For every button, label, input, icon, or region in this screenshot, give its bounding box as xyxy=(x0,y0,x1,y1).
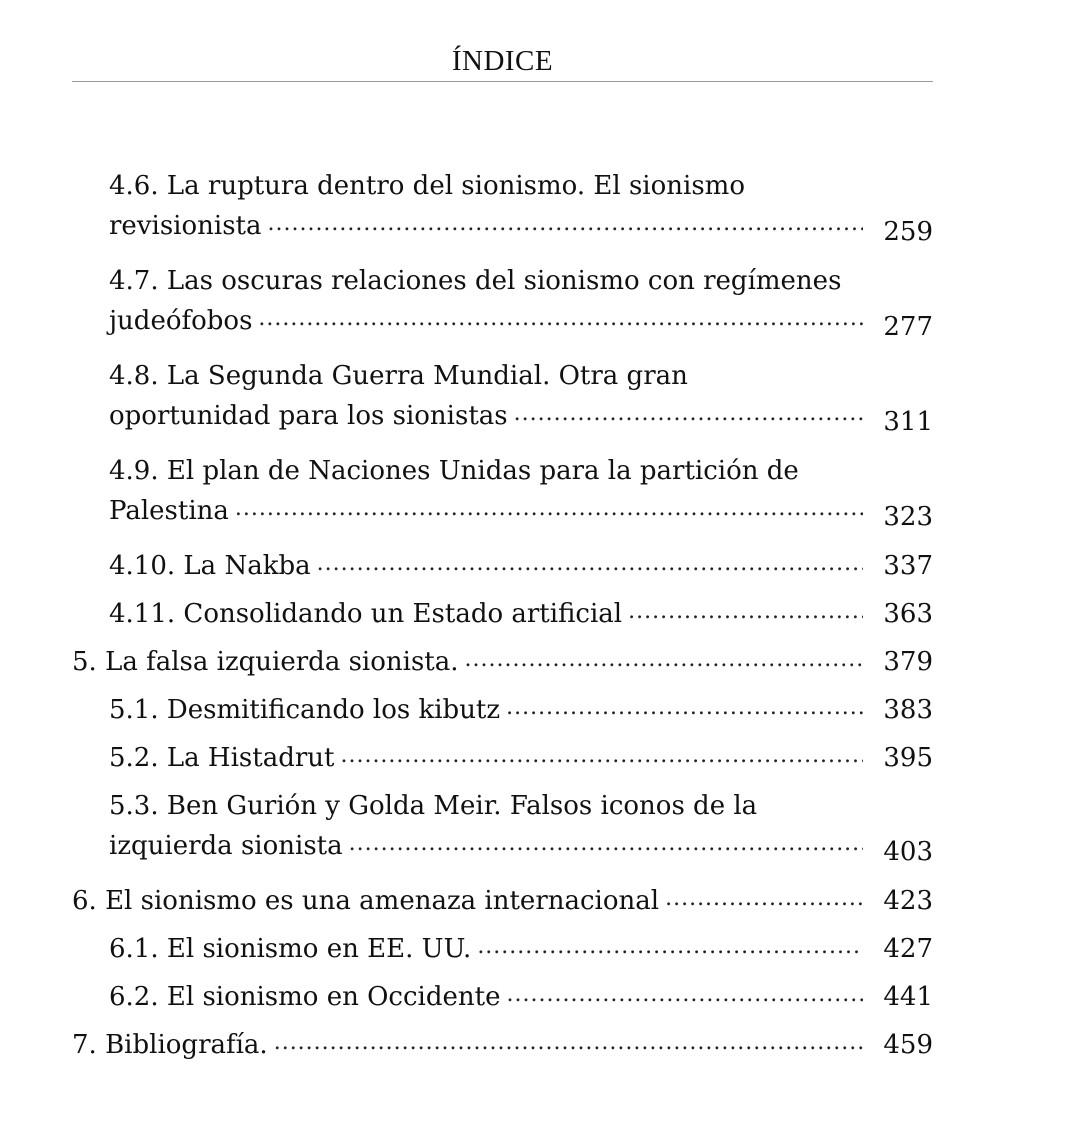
toc-entry-title: 4.10. La Nakba xyxy=(109,551,311,581)
dot-leader xyxy=(274,1023,863,1063)
toc-page-number: 427 xyxy=(883,934,933,964)
toc-page-number: 459 xyxy=(883,1030,933,1060)
toc-page-number: 311 xyxy=(883,407,933,437)
toc-entry-6[interactable] xyxy=(72,881,933,921)
toc-entry-6-1[interactable] xyxy=(72,929,933,969)
toc-entry-4-7[interactable] xyxy=(72,261,933,341)
toc-page-number: 395 xyxy=(883,743,933,773)
dot-leader xyxy=(235,489,863,529)
toc-entry-5-1[interactable] xyxy=(72,690,933,730)
toc-page-number: 383 xyxy=(883,695,933,725)
toc-entry-7[interactable] xyxy=(72,1025,933,1065)
toc-entry-title: 4.11. Consolidando un Estado artificial xyxy=(109,599,623,629)
toc-page-number: 277 xyxy=(883,312,933,342)
dot-leader xyxy=(267,204,863,244)
dot-leader xyxy=(258,299,863,339)
toc-entry-4-6[interactable] xyxy=(72,166,933,246)
toc-entry-title-line1: 5.3. Ben Gurión y Golda Meir. Falsos iconos de la xyxy=(109,791,758,821)
dot-leader xyxy=(465,640,863,680)
toc-page-number: 363 xyxy=(883,599,933,629)
page-header xyxy=(72,44,933,82)
toc-entry-title: 5.2. La Histadrut xyxy=(109,743,335,773)
toc-entry-5-2[interactable] xyxy=(72,738,933,778)
table-of-contents xyxy=(72,166,933,1073)
toc-entry-title: 5. La falsa izquierda sionista. xyxy=(72,647,459,677)
toc-entry-title-line2: judeófobos xyxy=(109,306,253,336)
toc-entry-title: 6. El sionismo es una amenaza internacional xyxy=(72,886,660,916)
toc-entry-title: 5.1. Desmitificando los kibutz xyxy=(109,695,501,725)
toc-page-number: 337 xyxy=(883,551,933,581)
toc-entry-4-9[interactable] xyxy=(72,451,933,531)
dot-leader xyxy=(349,824,863,864)
toc-entry-4-10[interactable] xyxy=(72,546,933,586)
toc-entry-title-line2: izquierda sionista xyxy=(109,831,343,861)
toc-entry-title-line1: 4.9. El plan de Naciones Unidas para la partición de xyxy=(109,456,799,486)
toc-page-number: 441 xyxy=(883,982,933,1012)
toc-entry-4-8[interactable] xyxy=(72,356,933,436)
dot-leader xyxy=(506,688,863,728)
dot-leader xyxy=(628,592,863,632)
dot-leader xyxy=(477,927,863,967)
toc-page-number: 379 xyxy=(883,647,933,677)
dot-leader xyxy=(507,975,864,1015)
dot-leader xyxy=(340,736,863,776)
toc-entry-title-line2: revisionista xyxy=(109,211,262,241)
page-title: ÍNDICE xyxy=(451,45,554,77)
toc-entry-title-line2: oportunidad para los sionistas xyxy=(109,401,508,431)
dot-leader xyxy=(317,544,863,584)
toc-entry-title: 7. Bibliografía. xyxy=(72,1030,268,1060)
toc-entry-5[interactable] xyxy=(72,642,933,682)
dot-leader xyxy=(514,394,863,434)
toc-entry-title: 6.2. El sionismo en Occidente xyxy=(109,982,501,1012)
toc-entry-title-line1: 4.8. La Segunda Guerra Mundial. Otra gran xyxy=(109,361,688,391)
toc-entry-title-line2: Palestina xyxy=(109,496,229,526)
toc-page-number: 323 xyxy=(883,502,933,532)
toc-entry-title-line1: 4.7. Las oscuras relaciones del sionismo con regímenes xyxy=(109,266,842,296)
toc-page-number: 423 xyxy=(883,886,933,916)
toc-entry-title: 6.1. El sionismo en EE. UU. xyxy=(109,934,472,964)
toc-page-number: 259 xyxy=(883,217,933,247)
toc-entry-6-2[interactable] xyxy=(72,977,933,1017)
toc-page-number: 403 xyxy=(883,837,933,867)
dot-leader xyxy=(665,879,863,919)
toc-entry-5-3[interactable] xyxy=(72,786,933,866)
toc-entry-4-11[interactable] xyxy=(72,594,933,634)
toc-entry-title-line1: 4.6. La ruptura dentro del sionismo. El sionismo xyxy=(109,171,745,201)
